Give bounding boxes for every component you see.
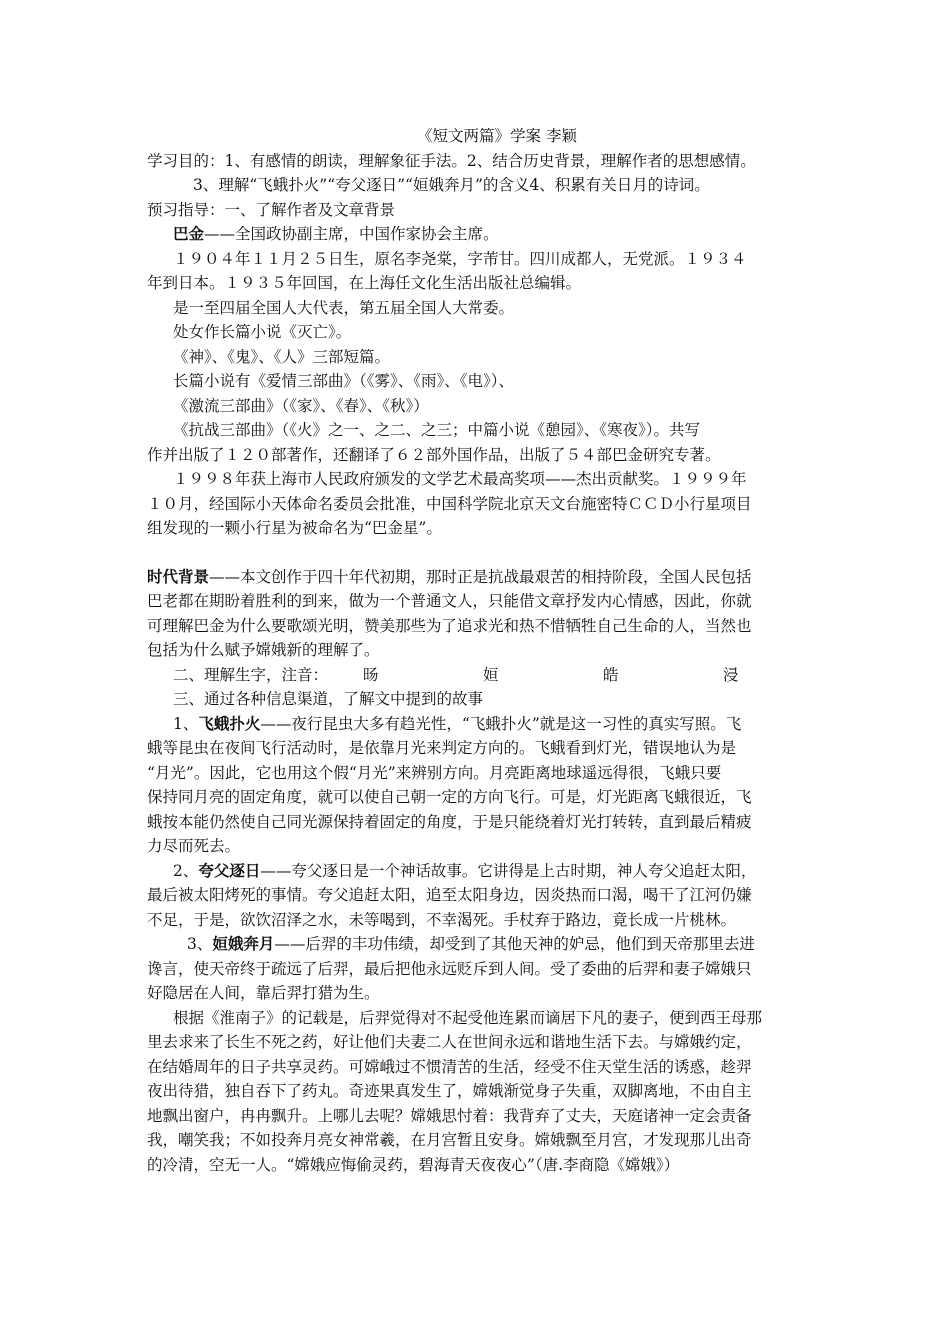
- background-line: 巴老都在期盼着胜利的到来，做为一个普通文人，只能借文章抒发内心情感，因此，你就: [147, 592, 752, 610]
- story1-line: “月光”。因此，它也用这个假“月光”来辨别方向。月亮距离地球遥远得很，飞蛾只要: [147, 763, 722, 782]
- author-line: １０月，经国际小天体命名委员会批准，中国科学院北京天文台施密特ＣＣＤ小行星项目: [147, 494, 752, 513]
- author-line: 作并出版了１２０部著作，还翻译了６２部外国作品，出版了５４部巴金研究专著。: [147, 445, 721, 464]
- phonetic-char: 浸: [723, 665, 739, 684]
- story1-line: 力尽而死去。: [147, 837, 241, 855]
- author-line: 长篇小说有《爱情三部曲》（《雾》、《雨》、《电》）、: [173, 372, 515, 390]
- story1-line: 蛾按本能仍然使自己同光源保持着固定的角度，于是只能绕着灯光打转转，直到最后精疲: [147, 812, 752, 831]
- story3-label: 姮娥奔月: [212, 935, 275, 953]
- background-line: 可理解巴金为什么要歌颂光明，赞美那些为了追求光和热不惜牺牲自己生命的人，当然也: [147, 616, 752, 635]
- story2-line: 最后被太阳烤死的事情。夸父追赶太阳，追至太阳身边，因炎热而口渴，喝干了江河仍嫌: [147, 886, 752, 904]
- author-line: 《神》、《鬼》、《人》三部短篇。: [173, 347, 391, 366]
- phonetic-char: 旸: [363, 665, 379, 684]
- background-line: 包括为什么赋予嫦娥新的理解了。: [147, 641, 380, 659]
- background-line: 时代背景——本文创作于四十年代初期，那时正是抗战最艰苦的相持阶段，全国人民包括: [147, 567, 752, 586]
- author-line: 组发现的一颗小行星为被命名为“巴金星”。: [147, 519, 442, 537]
- story1-line: 保持同月亮的固定角度，就可以使自己朝一定的方向飞行。可是，灯光距离飞蛾很近，飞: [147, 788, 752, 806]
- goals-line-2: 3、理解“飞蛾扑火”“夸父逐日”“姮娥奔月”的含义4、积累有关日月的诗词。: [193, 176, 710, 194]
- document-title: 《短文两篇》学案 李颖: [417, 127, 577, 145]
- legend-line: 夜出待猎，独自吞下了药丸。奇迹果真发生了，嫦娥渐觉身子失重，双脚离地，不由自主: [147, 1082, 752, 1100]
- author-line: 是一至四届全国人大代表，第五届全国人大常委。: [173, 298, 515, 317]
- paragraph-gap: [147, 541, 807, 565]
- legend-line: 根据《淮南子》的记载是，后羿觉得对不起受他连累而谪居下凡的妻子，便到西王母那: [173, 1008, 763, 1027]
- legend-line: 在结婚周年的日子共享灵药。可嫦峨过不惯清苦的生活，经受不住天堂生活的诱惑，趁羿: [147, 1057, 752, 1076]
- legend-line: 我，嘲笑我；不如投奔月亮女神常羲，在月宫暂且安身。嫦娥飘至月宫，才发现那儿出奇: [147, 1131, 752, 1149]
- author-line: 处女作长篇小说《灭亡》。: [173, 323, 352, 341]
- author-intro: [147, 222, 807, 247]
- preview-heading: 预习指导：一、了解作者及文章背景: [147, 200, 396, 219]
- author-name: 巴金: [173, 225, 205, 243]
- author-line: １９０４年１１月２５日生，原名李尧棠，字芾甘。四川成都人，无党派。１９３４: [173, 249, 747, 268]
- author-line: 年到日本。１９３５年回国，在上海任文化生活出版社总编辑。: [147, 274, 582, 292]
- legend-line: 里去求来了长生不死之药，好让他们夫妻二人在世间永远和谐地生活下去。与嫦娥约定，: [147, 1033, 752, 1051]
- author-line: 《抗战三部曲》（《火》之一、之二、之三；中篇小说《憩园》、《寒夜》）。共写: [173, 421, 701, 439]
- section2-line: [147, 663, 807, 688]
- story3-line: 3、姮娥奔月——后羿的丰功伟绩，却受到了其他天神的妒忌，他们到天帝那里去进: [187, 935, 755, 953]
- story2-label: 夸父逐日: [198, 861, 261, 880]
- goals-line-1: 学习目的：1、有感情的朗读，理解象征手法。2、结合历史背景，理解作者的思想感情。: [147, 151, 756, 170]
- background-label: 时代背景: [147, 567, 210, 586]
- section2-label: 二、理解生字，注音：: [173, 665, 329, 684]
- story2-line: 不足，于是，欲饮沼泽之水，未等喝到，不幸渴死。手杖弃于路边，竟长成一片桃林。: [147, 910, 737, 929]
- story1-line: 1、飞蛾扑火——夜行昆虫大多有趋光性，“飞蛾扑火”就是这一习性的真实写照。飞: [173, 714, 742, 733]
- story1-label: 飞蛾扑火: [198, 714, 261, 733]
- story3-line: 谗言，使天帝终于疏远了后羿，最后把他永远贬斥到人间。受了委曲的后羿和妻子嫦娥只: [147, 959, 752, 978]
- story3-line: 好隐居在人间，靠后羿打猎为生。: [147, 984, 380, 1002]
- story2-line: 2、夸父逐日——夸父逐日是一个神话故事。它讲得是上古时期，神人夸父追赶太阳，: [173, 861, 757, 880]
- phonetic-char: 姮: [483, 665, 499, 684]
- author-line: 《激流三部曲》（《家》、《春》、《秋》）: [173, 396, 429, 415]
- author-line: １９９８年获上海市人民政府颁发的文学艺术最高奖项——杰出贡献奖。１９９９年: [173, 470, 747, 488]
- story1-line: 蛾等昆虫在夜间飞行活动时，是依靠月光来判定方向的。飞蛾看到灯光，错误地认为是: [147, 739, 737, 757]
- author-intro-text: ——全国政协副主席，中国作家协会主席。: [204, 225, 499, 243]
- phonetic-char: 皓: [603, 665, 619, 684]
- legend-line: 的冷清，空无一人。“嫦娥应悔偷灵药，碧海青天夜夜心”（唐.李商隐《嫦娥》）: [147, 1155, 680, 1174]
- legend-line: 地飘出窗户，冉冉飘升。上哪儿去呢？嫦娥思忖着：我背弃了丈夫，天庭诸神一定会责备: [147, 1106, 752, 1125]
- document-page: [147, 124, 807, 1177]
- section3-heading: 三、通过各种信息渠道，了解文中提到的故事: [173, 690, 484, 708]
